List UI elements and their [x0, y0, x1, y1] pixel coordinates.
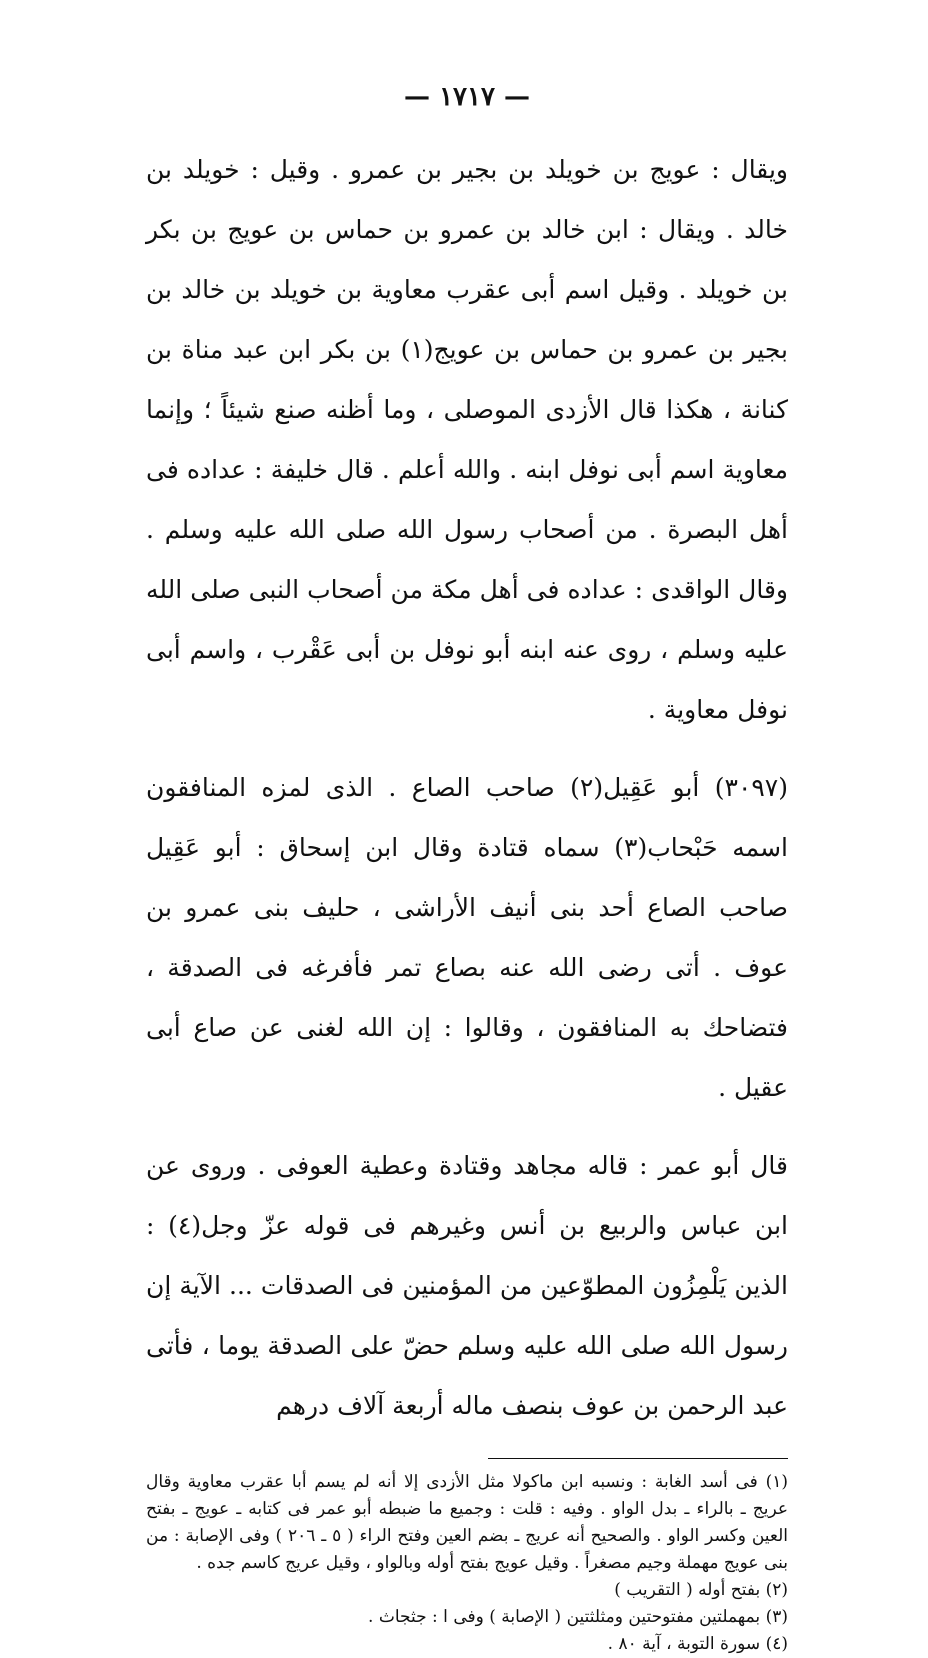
paragraph-abu-aqrab-lineage: ويقال : عويج بن خويلد بن بجير بن عمرو . وقيل : خويلد بن خالد . ويقال : ابن خالد بن عمرو بن حماس بن عويج بن بكر بن خويلد . وقيل اسم أبى عقرب معاوية بن خويلد بن خالد بن بجير بن عمرو بن حماس بن عويج(١) بن بكر ابن عبد مناة بن كنانة ، هكذا قال الأزدى الموصلى ، وما أظنه صنع شيئاً ؛ وإنما معاوية اسم أبى نوفل ابنه . والله أعلم . قال خليفة : عداده فى أهل البصرة . من أصحاب رسول الله صلى الله عليه وسلم . وقال الواقدى : عداده فى أهل مكة من أصحاب النبى صلى الله عليه وسلم ، روى عنه ابنه أبو نوفل بن أبى عَقْرب ، واسم أبى نوفل معاوية .	[146, 155, 788, 724]
footnote-divider	[488, 1458, 788, 1459]
paragraph-entry-3097: (٣٠٩٧) أبو عَقِيل(٢) صاحب الصاع . الذى لمزه المنافقون اسمه حَبْحاب(٣) سماه قتادة وقال ابن إسحاق : أبو عَقِيل صاحب الصاع أحد بنى أنيف الأراشى ، حليف بنى عمرو بن عوف . أتى رضى الله عنه بصاع تمر فأفرغه فى الصدقة ، فتضاحك به المنافقون ، وقالوا : إن الله لغنى عن صاع أبى عقيل .	[146, 773, 788, 1102]
page-number: — ١٧١٧ —	[404, 82, 530, 112]
footnotes	[146, 1469, 788, 1658]
footnote-2: (٢) بفتح أوله ( التقريب )	[614, 1580, 788, 1600]
footnote-3: (٣) بمهملتين مفتوحتين ومثلثتين ( الإصابة ) وفى ا : جثجاث .	[368, 1607, 788, 1627]
footnote-1: (١) فى أسد الغابة : ونسبه ابن ماكولا مثل الأزدى إلا أنه لم يسم أبا عقرب معاوية وقال عريج ـ بالراء ـ بدل الواو . وفيه : قلت : وجميع ما ضبطه أبو عمر فى كتابه ـ عويج ـ بفتح العين وكسر الواو . والصحيح أنه عريج ـ بضم العين وفتح الراء ( ٥ ـ ٢٠٦ ) وفى الإصابة : من بنى عويج مهملة وجيم مصغراً . وقيل عويج بفتح أوله وبالواو ، وقيل عريج كاسم جده .	[146, 1472, 788, 1573]
footnote-4: (٤) سورة التوبة ، آية ٨٠ .	[607, 1634, 788, 1654]
paragraph-abu-umar-narration: قال أبو عمر : قاله مجاهد وقتادة وعطية العوفى . وروى عن ابن عباس والربيع بن أنس وغيرهم فى قوله عزّ وجل(٤) : الذين يَلْمِزُون المطوّعين من المؤمنين فى الصدقات ... الآية إن رسول الله صلى الله عليه وسلم حضّ على الصدقة يوما ، فأتى عبد الرحمن بن عوف بنصف ماله أربعة آلاف درهم	[146, 1151, 788, 1420]
